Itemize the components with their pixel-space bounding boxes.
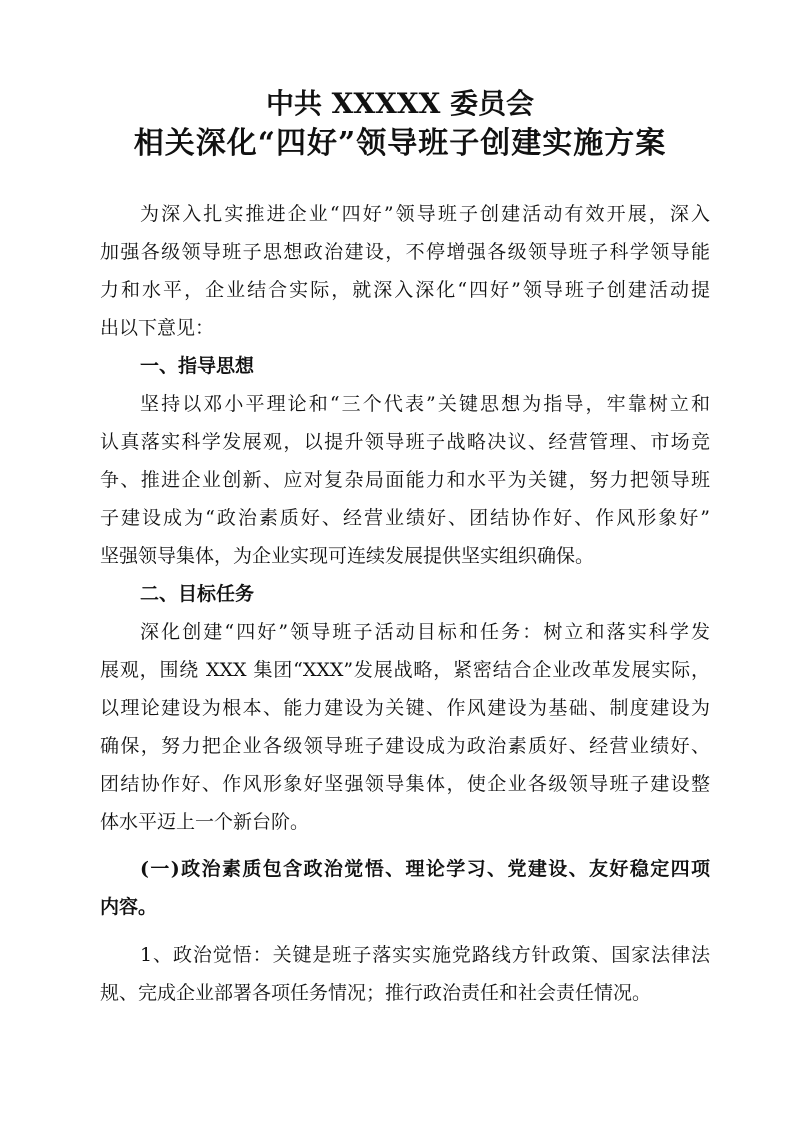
- goals-tasks-paragraph: [100, 613, 710, 841]
- section-heading-guiding-ideology: 一、指导思想: [140, 355, 255, 377]
- section-heading-goals-tasks: 二、目标任务: [140, 583, 255, 605]
- paragraph-line: 争、推进企业创新、应对复杂局面能力和水平为关键，努力把领导班: [100, 469, 710, 491]
- paragraph-line: 内容。: [100, 896, 158, 918]
- document-title-line-2: 相关深化“四好”领导班子创建实施方案: [133, 126, 667, 161]
- political-awareness-paragraph: [100, 936, 710, 1012]
- document-title-line-1: 中共 XXXXX 委员会: [265, 87, 535, 120]
- paragraph-line: 深化创建“四好”领导班子活动目标和任务：树立和落实科学发: [140, 621, 710, 643]
- guiding-ideology-paragraph: [100, 385, 710, 575]
- paragraph-line: 体水平迈上一个新台阶。: [100, 811, 310, 833]
- paragraph-line: (一)政治素质包含政治觉悟、理论学习、党建设、友好稳定四项: [140, 858, 710, 880]
- paragraph-line: 以理论建设为根本、能力建设为关键、作风建设为基础、制度建设为: [100, 697, 710, 719]
- paragraph-line: 为深入扎实推进企业“四好”领导班子创建活动有效开展，深入: [140, 203, 710, 225]
- paragraph-line: 出以下意见：: [100, 317, 215, 339]
- paragraph-line: 加强各级领导班子思想政治建设，不停增强各级领导班子科学领导能: [100, 241, 710, 263]
- political-quality-subheading: [100, 850, 710, 926]
- paragraph-line: 展观，围绕 XXX 集团“XXX”发展战略，紧密结合企业改革发展实际，: [100, 659, 710, 681]
- paragraph-line: 确保，努力把企业各级领导班子建设成为政治素质好、经营业绩好、: [100, 735, 710, 757]
- document-body: [100, 195, 710, 1012]
- paragraph-line: 1、政治觉悟：关键是班子落实实施党路线方针政策、国家法律法: [140, 944, 710, 966]
- paragraph-line: 团结协作好、作风形象好坚强领导集体，使企业各级领导班子建设整: [100, 773, 710, 795]
- paragraph-line: 力和水平，企业结合实际，就深入深化“四好”领导班子创建活动提: [100, 279, 710, 301]
- paragraph-line: 子建设成为“政治素质好、经营业绩好、团结协作好、作风形象好”: [100, 507, 710, 529]
- intro-paragraph: [100, 195, 710, 347]
- paragraph-line: 规、完成企业部署各项任务情况；推行政治责任和社会责任情况。: [100, 982, 652, 1004]
- paragraph-line: 认真落实科学发展观，以提升领导班子战略决议、经营管理、市场竞: [100, 431, 710, 453]
- paragraph-line: 坚持以邓小平理论和“三个代表”关键思想为指导，牢靠树立和: [140, 393, 710, 415]
- paragraph-line: 坚强领导集体，为企业实现可连续发展提供坚实组织确保。: [100, 545, 595, 567]
